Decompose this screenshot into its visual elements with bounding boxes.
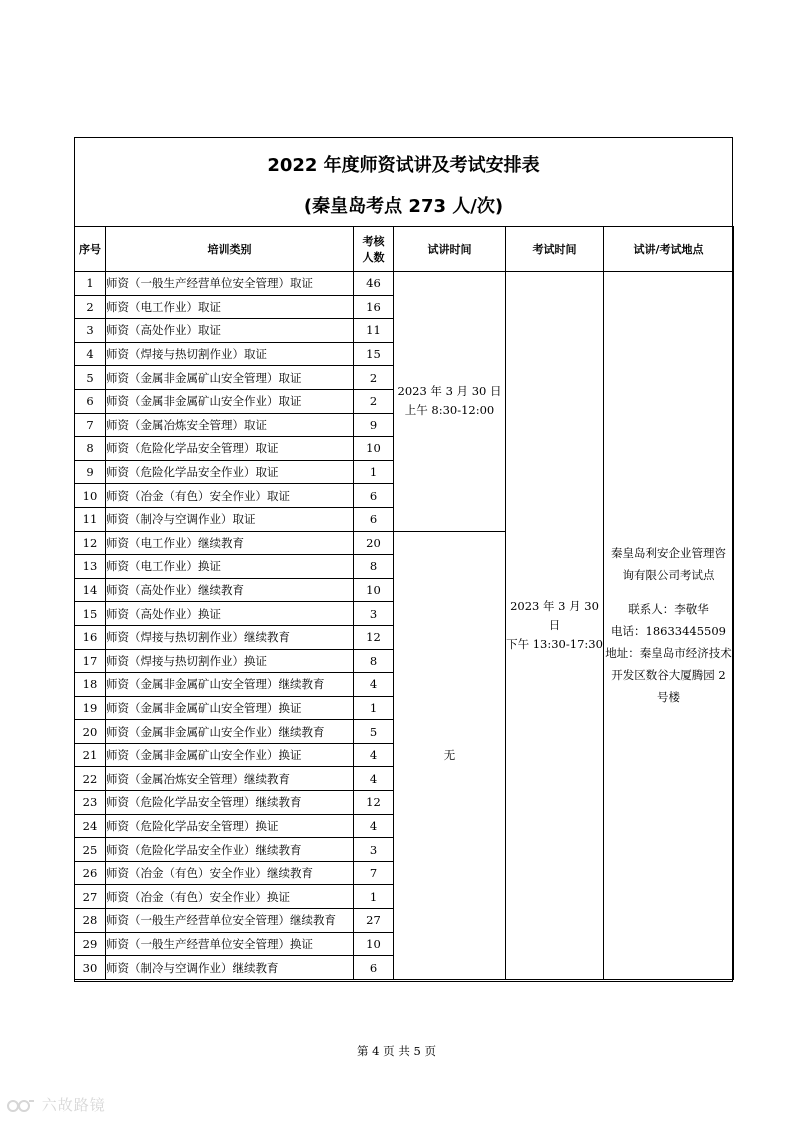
row-count: 46 (354, 272, 394, 296)
row-count: 10 (354, 578, 394, 602)
row-category: 师资（电工作业）换证 (106, 555, 354, 579)
row-category: 师资（高处作业）换证 (106, 602, 354, 626)
row-category: 师资（制冷与空调作业）取证 (106, 507, 354, 531)
document-title: 2022 年度师资试讲及考试安排表 (267, 155, 540, 176)
table-row (75, 272, 734, 296)
row-count: 4 (354, 743, 394, 767)
row-category: 师资（危险化学品安全作业）继续教育 (106, 838, 354, 862)
table-header-row (75, 227, 734, 272)
row-count: 10 (354, 437, 394, 461)
location-name-line1: 秦皇岛利安企业管理咨 (611, 546, 726, 561)
row-count: 8 (354, 555, 394, 579)
row-number: 27 (75, 885, 106, 909)
row-count: 3 (354, 602, 394, 626)
row-count: 12 (354, 791, 394, 815)
row-category: 师资（焊接与热切割作业）换证 (106, 649, 354, 673)
row-category: 师资（焊接与热切割作业）继续教育 (106, 625, 354, 649)
header-count-line2: 人数 (362, 251, 385, 264)
location-address-line3: 号楼 (657, 690, 680, 705)
row-category: 师资（危险化学品安全作业）取证 (106, 460, 354, 484)
row-count: 6 (354, 507, 394, 531)
row-number: 15 (75, 602, 106, 626)
row-number: 16 (75, 625, 106, 649)
exam-time-hours: 下午 13:30-17:30 (506, 636, 603, 651)
header-seq: 序号 (75, 227, 106, 272)
row-number: 20 (75, 720, 106, 744)
row-number: 7 (75, 413, 106, 437)
row-category: 师资（高处作业）取证 (106, 319, 354, 343)
row-number: 14 (75, 578, 106, 602)
row-count: 1 (354, 460, 394, 484)
location-phone: 电话：18633445509 (611, 624, 726, 639)
row-number: 3 (75, 319, 106, 343)
title-block (74, 137, 733, 226)
row-category: 师资（冶金（有色）安全作业）取证 (106, 484, 354, 508)
row-count: 10 (354, 932, 394, 956)
lecture-time-none: 无 (394, 531, 506, 979)
row-number: 11 (75, 507, 106, 531)
row-category: 师资（金属冶炼安全管理）继续教育 (106, 767, 354, 791)
row-category: 师资（金属非金属矿山安全作业）继续教育 (106, 720, 354, 744)
location-address-line1: 地址：秦皇岛市经济技术 (605, 646, 732, 661)
row-category: 师资（一般生产经营单位安全管理）换证 (106, 932, 354, 956)
row-count: 8 (354, 649, 394, 673)
lecture-time-hours: 上午 8:30-12:00 (404, 403, 495, 418)
schedule-table (74, 226, 734, 980)
row-category: 师资（危险化学品安全管理）换证 (106, 814, 354, 838)
row-number: 1 (75, 272, 106, 296)
row-count: 6 (354, 956, 394, 980)
document-subtitle: (秦皇岛考点 273 人/次) (303, 196, 504, 217)
row-number: 12 (75, 531, 106, 555)
row-count: 16 (354, 295, 394, 319)
header-exam-time: 考试时间 (506, 227, 604, 272)
row-number: 17 (75, 649, 106, 673)
row-category: 师资（冶金（有色）安全作业）继续教育 (106, 861, 354, 885)
exam-location (604, 272, 734, 980)
row-category: 师资（高处作业）继续教育 (106, 578, 354, 602)
row-category: 师资（冶金（有色）安全作业）换证 (106, 885, 354, 909)
row-number: 10 (75, 484, 106, 508)
row-number: 21 (75, 743, 106, 767)
watermark-text: 六故路镜 (41, 1096, 106, 1114)
watermark-logo-icon (6, 1097, 36, 1115)
row-count: 2 (354, 389, 394, 413)
row-number: 4 (75, 342, 106, 366)
row-number: 18 (75, 673, 106, 697)
row-count: 4 (354, 673, 394, 697)
lecture-time-date: 2023 年 3 月 30 日 (397, 384, 502, 399)
row-category: 师资（金属非金属矿山安全作业）换证 (106, 743, 354, 767)
row-count: 4 (354, 814, 394, 838)
row-category: 师资（电工作业）取证 (106, 295, 354, 319)
row-number: 8 (75, 437, 106, 461)
row-category: 师资（一般生产经营单位安全管理）取证 (106, 272, 354, 296)
watermark (6, 1094, 106, 1115)
row-count: 5 (354, 720, 394, 744)
row-number: 25 (75, 838, 106, 862)
page-footer: 第 4 页 共 5 页 (357, 1044, 436, 1058)
header-count (354, 227, 394, 272)
header-count-line1: 考核 (362, 235, 385, 248)
row-number: 22 (75, 767, 106, 791)
row-number: 5 (75, 366, 106, 390)
header-lecture-time: 试讲时间 (394, 227, 506, 272)
row-count: 1 (354, 696, 394, 720)
row-category: 师资（一般生产经营单位安全管理）继续教育 (106, 909, 354, 933)
row-category: 师资（危险化学品安全管理）取证 (106, 437, 354, 461)
row-number: 6 (75, 389, 106, 413)
row-category: 师资（金属冶炼安全管理）取证 (106, 413, 354, 437)
row-number: 19 (75, 696, 106, 720)
row-number: 23 (75, 791, 106, 815)
row-number: 9 (75, 460, 106, 484)
row-category: 师资（制冷与空调作业）继续教育 (106, 956, 354, 980)
row-count: 3 (354, 838, 394, 862)
row-category: 师资（金属非金属矿山安全管理）继续教育 (106, 673, 354, 697)
location-address-line2: 开发区数谷大厦腾园 2 (611, 668, 726, 683)
location-spacer (604, 586, 733, 598)
header-category: 培训类别 (106, 227, 354, 272)
row-category: 师资（金属非金属矿山安全管理）换证 (106, 696, 354, 720)
row-count: 2 (354, 366, 394, 390)
row-category: 师资（金属非金属矿山安全管理）取证 (106, 366, 354, 390)
row-number: 26 (75, 861, 106, 885)
row-number: 24 (75, 814, 106, 838)
row-count: 15 (354, 342, 394, 366)
header-location: 试讲/考试地点 (604, 227, 734, 272)
row-category: 师资（焊接与热切割作业）取证 (106, 342, 354, 366)
row-count: 7 (354, 861, 394, 885)
exam-time (506, 272, 604, 980)
row-count: 9 (354, 413, 394, 437)
row-count: 4 (354, 767, 394, 791)
row-number: 29 (75, 932, 106, 956)
row-count: 27 (354, 909, 394, 933)
row-count: 20 (354, 531, 394, 555)
row-category: 师资（电工作业）继续教育 (106, 531, 354, 555)
row-count: 11 (354, 319, 394, 343)
row-count: 6 (354, 484, 394, 508)
row-number: 13 (75, 555, 106, 579)
row-count: 12 (354, 625, 394, 649)
row-category: 师资（危险化学品安全管理）继续教育 (106, 791, 354, 815)
exam-time-date: 2023 年 3 月 30 日 (510, 598, 599, 632)
row-count: 1 (354, 885, 394, 909)
location-contact: 联系人：李敬华 (628, 602, 709, 617)
row-number: 30 (75, 956, 106, 980)
row-number: 2 (75, 295, 106, 319)
row-number: 28 (75, 909, 106, 933)
location-name-line2: 询有限公司考试点 (622, 568, 715, 583)
lecture-time-morning (394, 272, 506, 532)
row-category: 师资（金属非金属矿山安全作业）取证 (106, 389, 354, 413)
